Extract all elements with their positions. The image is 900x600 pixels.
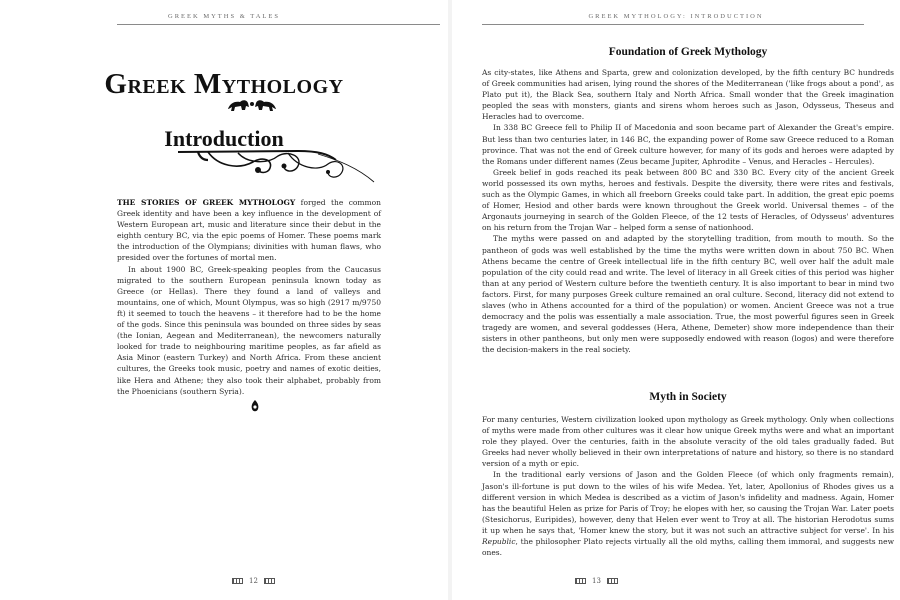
left-folio <box>232 577 275 585</box>
republic-title: Republic <box>482 537 516 547</box>
right-header-rule <box>482 24 864 25</box>
left-paragraph-1-rest: forged the common Greek identity and have been a key influence in the development of Western European art, music and literature since their debut in the eighth century BC, via the epic poems of Homer. These poems mark the introduction of the Olympians; divinities with human flaws, who presided over the fortunes of mortal men. <box>117 198 381 263</box>
society-paragraph-2-start: In the traditional early versions of Jason and the Golden Fleece (of which only fragments remain), Jason's ill-fortune is put down to the wiles of his wife Medea. Yet, later, Apollonius of Rhodes gives us a different version in which Medea is described as a victim of Jason's infidelity and madness. Again, Homer has the beautiful Helen as prize for Paris of Troy; he elopes with her, so causing the Trojan War. Later poets (Stesichorus, Euripides), however, deny that Helen ever went to Troy at all. The historian Herodotus sums it up when he says that, 'Homer knew the story, but it was not such an attractive subject for verse'. In his <box>482 470 894 535</box>
folio-ornament-icon <box>232 578 243 584</box>
section-heading-foundation: Foundation of Greek Mythology <box>608 46 768 58</box>
foundation-paragraph: In 338 BC Greece fell to Philip II of Macedonia and soon became part of Alexander the Great's empire. But less than two centuries later, in 146 BC, the expanding power of Rome saw Greece reduced to a Roman province. That was not the end of Greek culture however, for many of its gods and heroes were adapted by the Romans under different names (Zeus became Jupiter, Aphrodite – Venus, and Heracles – Hercules). <box>482 123 894 166</box>
section-foundation-text <box>482 67 894 355</box>
right-running-head: GREEK MYTHOLOGY: INTRODUCTION <box>588 13 764 20</box>
foundation-paragraph: Greek belief in gods reached its peak between 800 BC and 330 BC. Every city of the ancient Greek world possessed its own myths, heroes and festivals. Despite the diversity, there were rites and festivals, such as the Olympic Games, in which all freeborn Greeks could take part. In addition, the great epic poems of Homer, Hesiod and other bards were known throughout the Greek world. Universal themes – of the Argonauts journeying in search of the Golden Fleece, of the 12 tests of Heracles, of Odysseus' adventures on his return from the Trojan War – helped form a sense of nationhood. <box>482 167 894 233</box>
society-paragraph-1: For many centuries, Western civilization looked upon mythology as Greek mythology. Only when collections of myths were made from other cultures was it clear how unique Greek myths were and what an important role they played. Over the centuries, faith in the absolute veracity of the old tales gradually faded. But Greeks had never wholly believed in their own interpretations of nature and history, so there is no standard version of a myth or epic. <box>482 415 894 469</box>
folio-ornament-icon <box>607 578 618 584</box>
lions-emblem-icon <box>226 95 278 113</box>
left-paragraph-1 <box>117 197 381 264</box>
right-folio <box>575 577 618 585</box>
left-header-rule <box>117 24 440 25</box>
left-running-head: GREEK MYTHS & TALES <box>168 13 280 20</box>
section-myth-in-society-text <box>482 414 894 558</box>
foundation-paragraph: As city-states, like Athens and Sparta, grew and colonization developed, by the fifth century BC hundreds of Greek communities had arisen, lying round the shores of the Mediterranean ('like frogs about a pond', as Plato put it), the Black Sea, southern Italy and North Africa. Small wonder that the Greek imagination peopled the seas with monsters, giants and sirens whom heroes such as Jason, Odysseus, Theseus and Heracles had to overcome. <box>482 68 894 122</box>
end-ornament-icon <box>250 400 260 413</box>
right-page-number: 13 <box>592 577 601 585</box>
book-title: Greek Mythology <box>104 68 344 100</box>
flourish-ornament-icon <box>178 148 378 186</box>
left-paragraph-2: In about 1900 BC, Greek-speaking peoples from the Caucasus migrated to the southern European peninsula known today as Greece (or Hellas). There they found a land of valleys and mountains, one of which, Mount Olympus, was so high (2917 m/9750 ft) it seemed to touch the heavens – it therefore had to be the home of the gods. Since this peninsula was bounded on three sides by seas (the Ionian, Aegean and Mediterranean), the newcomers naturally looked for trade to neighbouring maritime peoples, as far afield as Asia Minor (eastern Turkey) and North Africa. From these ancient cultures, the Greeks took music, poetry and names of exotic deities, like Hera and Athene; they also took their alphabet, probably from the Phoenicians (southern Syria). <box>117 264 381 396</box>
introduction-title: Introduction <box>164 126 284 151</box>
lead-in: THE STORIES OF GREEK MYTHOLOGY <box>117 198 296 207</box>
left-body-text <box>117 197 381 397</box>
foundation-paragraph: The myths were passed on and adapted by the storytelling tradition, from mouth to mouth. So the pantheon of gods was well established by the time the myths were written down in about 750 BC. When Athens became the centre of Greek intellectual life in the fifth century BC, well over half the adult male population of the city could read and write. The level of literacy in all Greek cities of this period was higher than at any period of Western culture before the twentieth century. It is also important to bear in mind two factors. First, for many purposes Greek culture remained an oral culture. Second, literacy did not extend to slaves (who in Athens accounted for a third of the population) or women. Ancient Greece was not a true democracy and the polis was essentially a male association. True, the most powerful figures seen in Greek tragedy are women, and several goddesses (Hera, Athene, Demeter) show more independence than their sisters in other pantheons, but only men were supposedly endowed with reason (logos) and were therefore the decision-makers in the real society. <box>482 234 894 355</box>
section-heading-myth-in-society: Myth in Society <box>649 391 727 403</box>
society-paragraph-2 <box>482 469 894 558</box>
left-page <box>0 0 448 600</box>
society-paragraph-2-end: , the philosopher Plato rejects virtually all the old myths, calling them immoral, and suggests new ones. <box>482 537 894 558</box>
folio-ornament-icon <box>575 578 586 584</box>
left-page-number: 12 <box>249 577 258 585</box>
folio-ornament-icon <box>264 578 275 584</box>
right-page <box>452 0 900 600</box>
